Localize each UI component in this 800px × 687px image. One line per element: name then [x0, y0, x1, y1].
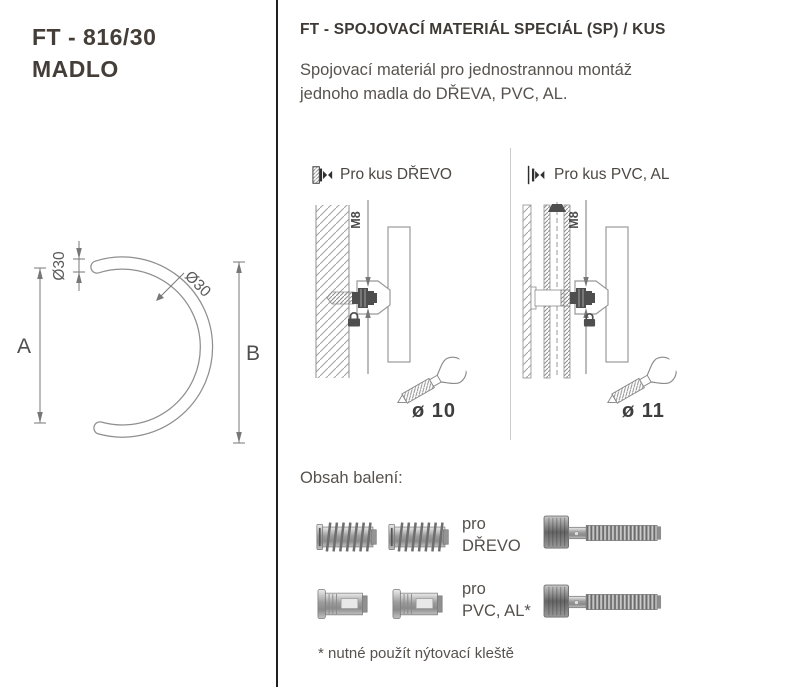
threaded-insert-photo-2	[388, 518, 450, 556]
pvc-mount-icon	[526, 164, 548, 186]
wood-mount-diagram	[308, 193, 482, 425]
package-wood-label-line-2: DŘEVO	[462, 537, 521, 555]
pvc-drill-size-label: ø 11	[622, 400, 665, 422]
footnote: * nutné použít nýtovací kleště	[318, 645, 514, 662]
description	[300, 58, 632, 106]
pvc-thread-label: M8	[567, 211, 581, 229]
dim-arrow	[76, 248, 82, 259]
lock-icon	[348, 313, 360, 327]
wood-thread-label: M8	[349, 211, 363, 229]
rivet-nut-section	[531, 287, 595, 309]
lock-icon	[584, 314, 595, 327]
handle-post	[388, 227, 410, 362]
column-divider	[510, 148, 511, 440]
dim-b-lines	[233, 262, 245, 443]
screw-photo-1	[543, 515, 663, 551]
wood-mount-icon	[312, 164, 334, 186]
left-panel	[0, 0, 276, 687]
pvc-heading: Pro kus PVC, AL	[554, 166, 670, 183]
package-wood-label-line-1: pro	[462, 515, 486, 533]
dim-arrow	[76, 272, 82, 283]
product-code: FT - 816/30	[32, 24, 157, 50]
package-heading: Obsah balení:	[300, 469, 403, 487]
handle-drawing	[8, 232, 270, 457]
dim-arrow	[37, 268, 43, 279]
package-pvc-label	[462, 578, 531, 622]
wood-screw	[327, 292, 354, 304]
dim-a-label: A	[17, 335, 32, 358]
package-wood-label	[462, 513, 521, 557]
threaded-insert-photo-1	[316, 518, 378, 556]
dim-arrow	[236, 432, 242, 443]
pvc-mount-diagram	[512, 193, 700, 425]
wood-wall	[316, 205, 349, 378]
description-line-1: Spojovací materiál pro jednostrannou montáž	[300, 61, 633, 79]
screw-photo-2	[543, 584, 663, 620]
dim-b-label: B	[246, 342, 261, 365]
wood-heading: Pro kus DŘEVO	[340, 166, 452, 183]
dim-arrow	[236, 262, 242, 273]
description-line-2: jednoho madla do DŘEVA, PVC, AL.	[300, 85, 568, 103]
dim-a-lines	[34, 268, 46, 423]
dim-diameter-tube-label: Ø30	[181, 267, 214, 301]
wood-drill-size-label: ø 10	[412, 400, 457, 422]
package-pvc-label-line-1: pro	[462, 580, 486, 598]
product-name: MADLO	[32, 56, 119, 82]
rivet-nut-photo-2	[392, 585, 444, 623]
rivet-nut-photo-1	[317, 585, 369, 623]
dim-diameter-top-label: Ø30	[51, 251, 68, 281]
handle-post	[606, 227, 628, 362]
dim-arrow	[37, 412, 43, 423]
threaded-insert-section	[352, 288, 377, 308]
section-title: FT - SPOJOVACÍ MATERIÁL SPECIÁL (SP) / KUS	[300, 21, 666, 38]
package-pvc-label-line-2: PVC, AL*	[462, 602, 531, 620]
